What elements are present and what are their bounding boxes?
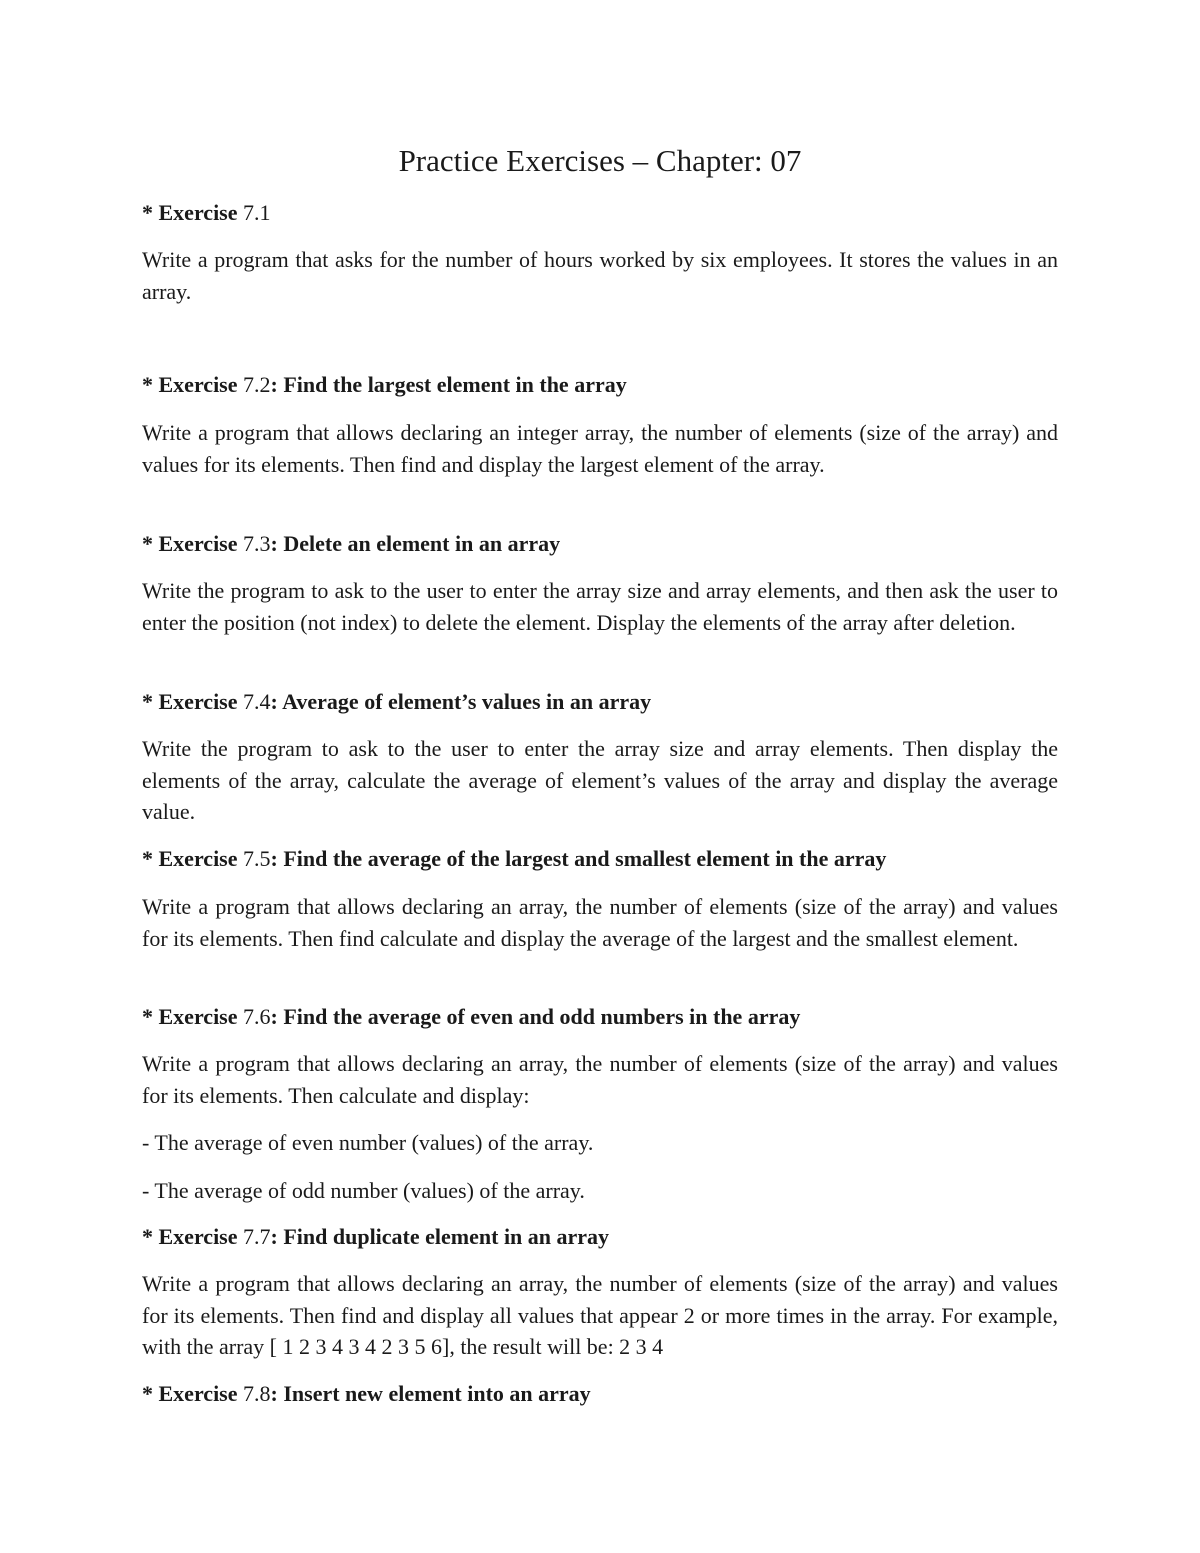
heading-colon: : xyxy=(270,531,278,556)
heading-colon: : xyxy=(270,372,278,397)
heading-number: 7.2 xyxy=(243,372,271,397)
exercise-heading xyxy=(142,1378,1062,1410)
heading-number: 7.4 xyxy=(243,689,271,714)
heading-label: Exercise xyxy=(158,689,238,714)
heading-number: 7.5 xyxy=(243,846,271,871)
heading-label: Exercise xyxy=(158,1381,238,1406)
exercise-paragraph: Write a program that allows declaring an array, the number of elements (size of the array) and values for its elements. Then find calculate and display the average of the largest and the smallest element. xyxy=(142,894,1058,951)
heading-text: Insert new element into an array xyxy=(283,1381,591,1406)
heading-text: Delete an element in an array xyxy=(283,531,561,556)
exercise-paragraph: Write a program that allows declaring an integer array, the number of elements (size of the array) and values for its elements. Then find and display the largest element of the array. xyxy=(142,420,1058,477)
heading-text: Find duplicate element in an array xyxy=(283,1224,610,1249)
exercise-paragraph: Write the program to ask to the user to enter the array size and array elements, and then ask the user to enter the position (not index) to delete the element. Display the elements of the array after deletion. xyxy=(142,578,1058,635)
heading-text: Average of element’s values in an array xyxy=(282,689,652,714)
heading-star: * xyxy=(142,1004,153,1029)
bullet-item: - The average of odd number (values) of the array. xyxy=(142,1178,585,1203)
exercise-paragraph: Write the program to ask to the user to enter the array size and array elements. Then display the elements of the array, calculate the average of element’s values of the array and display the average value. xyxy=(142,736,1058,824)
exercise-heading xyxy=(142,369,1062,401)
exercise-heading xyxy=(142,843,1062,875)
heading-number: 7.8 xyxy=(243,1381,271,1406)
heading-colon: : xyxy=(270,846,278,871)
heading-star: * xyxy=(142,200,153,225)
heading-label: Exercise xyxy=(158,846,238,871)
heading-text: Find the largest element in the array xyxy=(283,372,627,397)
exercise-paragraph: Write a program that allows declaring an array, the number of elements (size of the array) and values for its elements. Then find and display all values that appear 2 or more times in the array. For example, with the array [ 1 2 3 4 3 4 2 3 5 6], the result will be: 2 3 4 xyxy=(142,1271,1058,1359)
heading-text: Find the average of the largest and smallest element in the array xyxy=(283,846,887,871)
exercise-heading xyxy=(142,1001,1062,1033)
heading-label: Exercise xyxy=(158,1004,238,1029)
heading-number: 7.1 xyxy=(243,200,271,225)
heading-label: Exercise xyxy=(158,1224,238,1249)
heading-text: Find the average of even and odd numbers in the array xyxy=(283,1004,801,1029)
heading-label: Exercise xyxy=(158,531,238,556)
heading-star: * xyxy=(142,1381,153,1406)
heading-star: * xyxy=(142,372,153,397)
heading-star: * xyxy=(142,689,153,714)
heading-colon: : xyxy=(270,1381,278,1406)
heading-colon: : xyxy=(270,1224,278,1249)
exercise-paragraph: Write a program that asks for the number of hours worked by six employees. It stores the values in an array. xyxy=(142,247,1058,304)
heading-colon: : xyxy=(270,1004,278,1029)
bullet-item: - The average of even number (values) of the array. xyxy=(142,1130,594,1155)
exercise-heading xyxy=(142,197,1062,229)
heading-label: Exercise xyxy=(158,200,238,225)
heading-colon: : xyxy=(270,689,278,714)
heading-star: * xyxy=(142,846,153,871)
heading-label: Exercise xyxy=(158,372,238,397)
page-title: Practice Exercises – Chapter: 07 xyxy=(398,143,802,178)
exercise-heading xyxy=(142,528,1062,560)
heading-number: 7.3 xyxy=(243,531,271,556)
exercise-heading xyxy=(142,1221,1062,1253)
heading-star: * xyxy=(142,1224,153,1249)
exercise-paragraph: Write a program that allows declaring an array, the number of elements (size of the array) and values for its elements. Then calculate and display: xyxy=(142,1051,1058,1108)
heading-number: 7.6 xyxy=(243,1004,271,1029)
heading-number: 7.7 xyxy=(243,1224,271,1249)
heading-star: * xyxy=(142,531,153,556)
exercise-heading xyxy=(142,686,1062,718)
